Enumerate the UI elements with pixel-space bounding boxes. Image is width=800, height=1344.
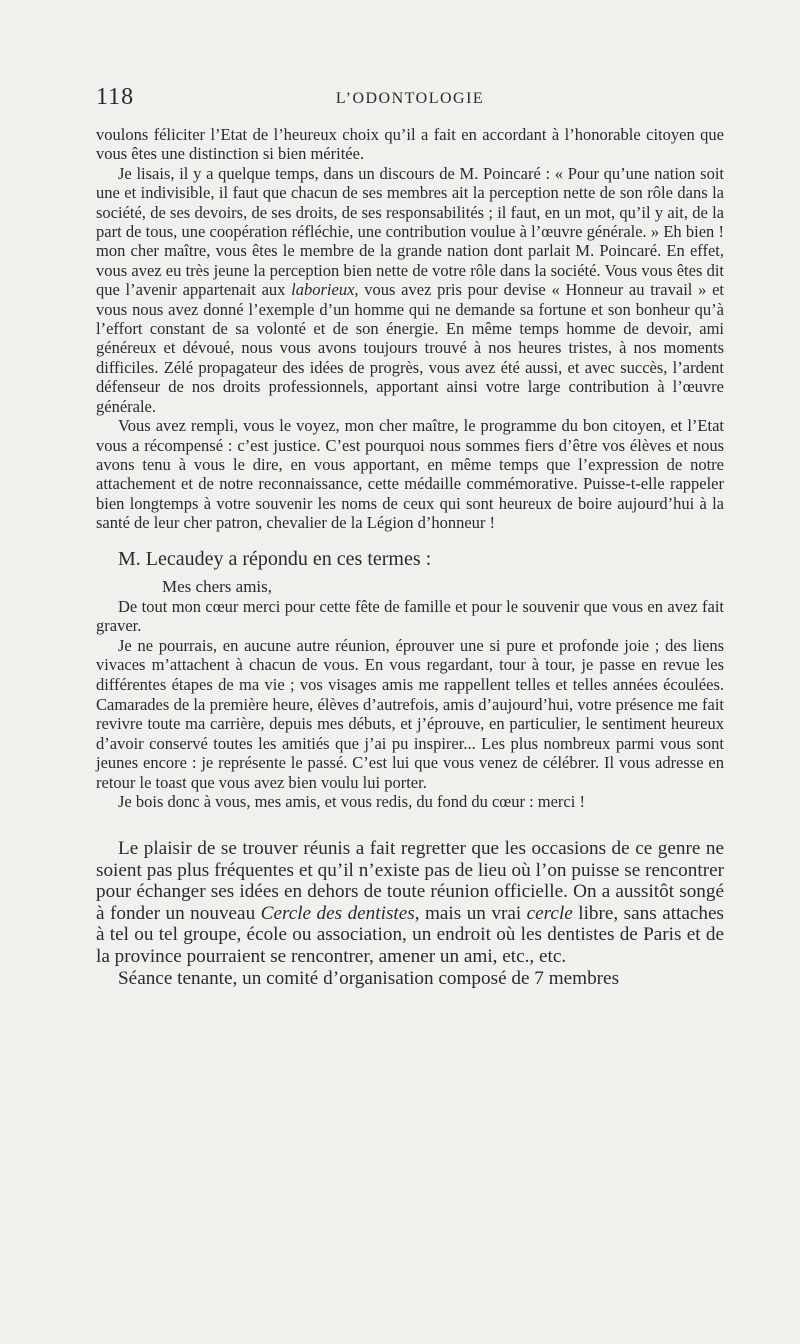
paragraph-2-italic: laborieux [291,280,355,300]
paragraph-4 [96,838,724,968]
speech-paragraph-3: Je bois donc à vous, mes amis, et vous redis, du fond du cœur : merci ! [118,792,585,812]
running-title: L’ODONTOLOGIE [335,90,485,107]
paragraph-4-text-a: Le plaisir de se trouver réunis a fait regretter que les occasions de ce genre ne soient pas plus fréquentes et qu’il n’existe pas de lieu où l’on puisse se rencontrer pour échanger ses idées en dehors de toute réunion officielle. On a aussitôt songé à fonder un nouveau [96,838,724,924]
paragraph-5: Séance tenante, un comité d’organisation composé de 7 membres [118,967,620,989]
page-body [96,125,724,989]
salutation: Mes chers amis, [162,576,273,596]
paragraph-4-italic-1: Cercle des dentistes [260,902,415,924]
paragraph-4-text-b: , mais un vrai [414,902,527,924]
speech-paragraph-1: De tout mon cœur merci pour cette fête de famille et pour le souvenir que vous en avez fait graver. [96,596,724,636]
page-number: 118 [96,84,135,110]
paragraph-3: Vous avez rempli, vous le voyez, mon cher maître, le programme du bon citoyen, et l’Etat vous a récompensé : c’est justice. C’est pourquoi nous sommes fiers d’être vos élèves et nous avons tenu à vous le dire, en vous apportant, en même temps que l’expression de notre attachement et de notre reconnaissance, cette médaille commémorative. Puisse-t-elle rappeler bien longtemps à votre souvenir les noms de ceux qui sont heureux de boire aujourd’hui à la santé de leur cher patron, chevalier de la Légion d’honneur ! [96,416,724,533]
paragraph-2 [96,164,724,416]
page-header [96,84,724,114]
speech-heading: M. Lecaudey a répondu en ces termes : [118,547,432,570]
paragraph-4-text-c: libre, sans attaches à tel ou tel groupe, école ou association, un endroit où les dentistes de Paris et de la province pourraient se rencontrer, amener un ami, etc., etc. [96,902,724,968]
paragraph-1: voulons féliciter l’Etat de l’heureux choix qu’il a fait en accordant à l’honorable citoyen que vous êtes une distinction si bien méritée. [96,125,724,164]
paragraph-2-text-b: , vous avez pris pour devise « Honneur au travail » et vous nous avez donné l’exemple d’un homme qui ne demande sa fortune et son bonheur qu’à l’effort constant de sa volonté et de son énergie. En même temps homme de devoir, ami généreux et dévoué, nous vous avons toujours trouvé à nos heures tristes, à nos moments difficiles. Zélé propagateur des idées de progrès, vous avez été aussi, et avec succès, l’ardent défenseur de nos droits professionnels, apportant ainsi votre large contribution à l’œuvre générale. [96,280,724,416]
speech-paragraph-2: Je ne pourrais, en aucune autre réunion, éprouver une si pure et profonde joie ; des liens vivaces m’attachent à chacun de vous. En vous regardant, tour à tour, je passe en revue les différentes étapes de ma vie ; vos visages amis me rappellent telles et telles années écoulées. Camarades de la première heure, élèves d’autrefois, amis d’aujourd’hui, votre présence me fait revivre toute ma carrière, depuis mes débuts, et j’éprouve, en particulier, le sentiment heureux d’avoir conservé toutes les amitiés que j’ai pu inspirer... Les plus nombreux parmi vous sont jeunes encore : je représente le passé. C’est lui que vous venez de célébrer. Il vous adresse en retour le toast que vous avez bien voulu lui porter. [96,635,724,792]
paragraph-4-italic-2: cercle [526,902,573,924]
paragraph-2-text-a: Je lisais, il y a quelque temps, dans un discours de M. Poincaré : « Pour qu’une nation soit une et indivisible, il faut que chacun de ses membres ait la perception nette de son rôle dans la société, de ses devoirs, de ses droits, de ses responsabilités ; il faut, en un mot, qu’il y ait, de la part de tous, une coopération réfléchie, une contribution voulue à l’œuvre générale. » Eh bien ! mon cher maître, vous êtes le membre de la grande nation dont parlait M. Poincaré. En effet, vous avez eu très jeune la perception bien nette de votre rôle dans la société. Vous vous êtes dit que l’avenir appartenait aux [96,163,724,300]
